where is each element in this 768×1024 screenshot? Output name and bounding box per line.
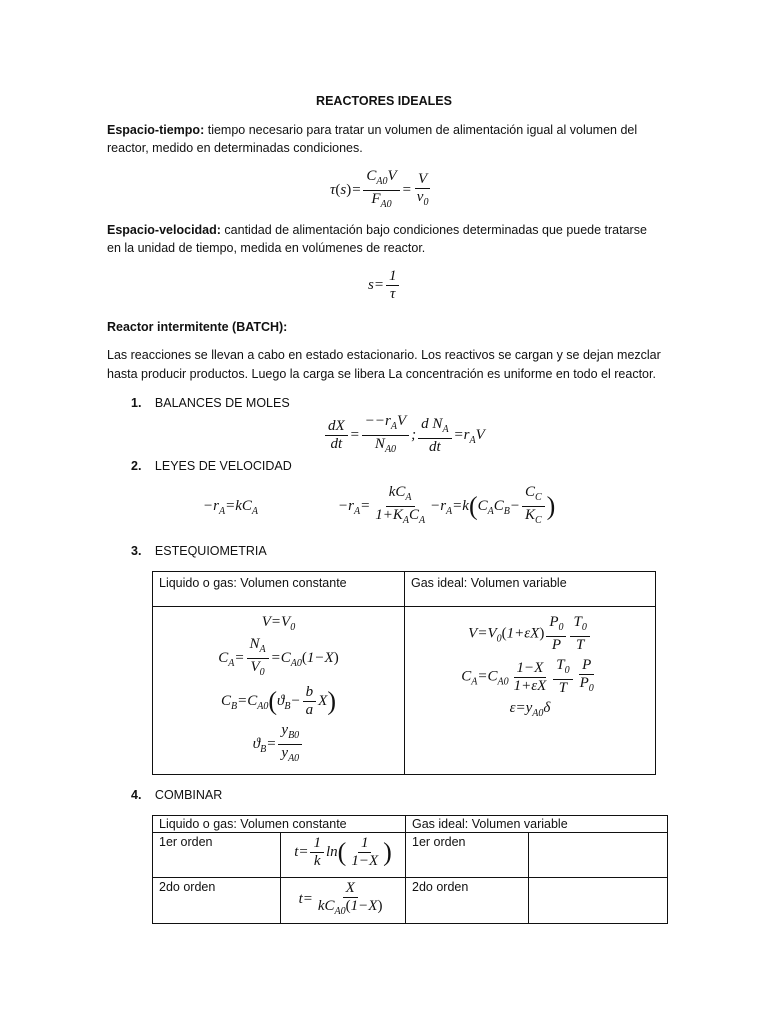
stoichiometry-variable-equations (405, 607, 656, 775)
equation-v-variable: $V=V_0(1+\varepsilon X)$ $\frac{P_0}{P}$ $\frac{T_0}{T}$ (411, 614, 649, 654)
equation-rate-law-2: $-r_A=$ $\frac{kC_A}{1+K_AC_A}$ $-r_A=k(C_AC_B-$ $\frac{C_C}{K_C}$ ) (338, 484, 556, 526)
section-1-heading (131, 396, 290, 410)
combine-table (152, 815, 668, 924)
combine-order-first-right: 1er orden (406, 833, 529, 878)
espacio-velocidad-text-2: en la unidad de tiempo, medida en volúmenes de reactor. (107, 241, 426, 255)
section-3-heading (131, 544, 267, 558)
espacio-tiempo-text-1: tiempo necesario para tratar un volumen de alimentación igual al volumen del (207, 123, 638, 137)
stoichiometry-constant-equations (153, 607, 405, 775)
equation-ca-variable: $C_A=C_{A0}$ $\frac{1-X}{1+\varepsilon X}$ $\frac{T_0}{T}$ $\frac{P}{P_0}$ (461, 657, 594, 696)
section-3-number: 3. (131, 544, 142, 558)
batch-heading: Reactor intermitente (BATCH): (107, 320, 288, 334)
section-2-heading (131, 459, 292, 473)
espacio-velocidad-term: Espacio-velocidad: (107, 223, 221, 237)
section-3-label: ESTEQUIOMETRIA (154, 544, 267, 558)
equation-space-velocity: s= $\frac{1}{\tau}$ (368, 268, 401, 303)
combine-first-order-variable (529, 833, 668, 878)
equation-rate-law-1: $-r_A=kC_A$ (203, 498, 258, 517)
combine-header-variable: Gas ideal: Volumen variable (406, 816, 668, 833)
section-4-label: COMBINAR (154, 788, 223, 802)
combine-second-order-variable (529, 878, 668, 924)
section-2-label: LEYES DE VELOCIDAD (154, 459, 292, 473)
stoichiometry-header-variable: Gas ideal: Volumen variable (405, 572, 656, 607)
espacio-velocidad-text-1: cantidad de alimentación bajo condiciones determinadas que puede tratarse (224, 223, 647, 237)
section-4-heading (131, 788, 222, 802)
combine-first-order-constant (281, 833, 406, 878)
combine-order-first-left: 1er orden (153, 833, 281, 878)
espacio-tiempo-text-2: reactor, medido en determinadas condiciones. (107, 141, 363, 155)
equation-mole-balance: $\frac{dX}{dt}$ = $\frac{--r_AV}{N_{A0}}$ ; $\frac{d N_A}{dt}$ $=r_AV$ (323, 413, 485, 458)
section-2-number: 2. (131, 459, 142, 473)
espacio-velocidad-paragraph (107, 223, 647, 237)
equation-v-constant: $V=V_0$ (261, 614, 296, 633)
section-4-number: 4. (131, 788, 142, 802)
equation-ca-constant: $C_A=$ $\frac{N_A}{V_0}$ $=C_{A0}(1-X)$ (218, 636, 339, 678)
equation-cb-constant: $C_B=C_{A0}(ϑ_B-$ $\frac{b}{a}$ X) (221, 684, 336, 718)
combine-header-constant: Liquido o gas: Volumen constante (153, 816, 406, 833)
equation-theta-b: $ϑ_B=$ $\frac{y_{B0}}{y_{A0}}$ (159, 722, 398, 767)
equation-epsilon: $\varepsilon=y_{A0}\delta$ (509, 700, 551, 719)
section-1-number: 1. (131, 396, 142, 410)
espacio-tiempo-term: Espacio-tiempo: (107, 123, 205, 137)
section-1-label: BALANCES DE MOLES (154, 396, 290, 410)
stoichiometry-table (152, 571, 656, 775)
equation-second-order-time: t= $\frac{X}{kC_{A0}(1-X)}$ (298, 880, 383, 917)
combine-second-order-constant (281, 878, 406, 924)
batch-text-2: hasta producir productos. Luego la carga se libera La concentración es uniforme en todo el reactor. (107, 367, 656, 381)
equation-space-time: τ(s)= $\frac{C_{A0}V}{F_{A0}}$ = $\frac{V}{v_0}$ (330, 168, 429, 210)
combine-order-second-right: 2do orden (406, 878, 529, 924)
page-title: REACTORES IDEALES (316, 94, 452, 108)
espacio-tiempo-paragraph (107, 123, 637, 137)
batch-text-1: Las reacciones se llevan a cabo en estado estacionario. Los reactivos se cargan y se dejan mezclar (107, 348, 661, 362)
equation-first-order-time: t= $\frac{1}{k}$ ln( $\frac{1}{1-X}$ ) (294, 835, 392, 869)
combine-order-second-left: 2do orden (153, 878, 281, 924)
stoichiometry-header-constant: Liquido o gas: Volumen constante (153, 572, 405, 607)
